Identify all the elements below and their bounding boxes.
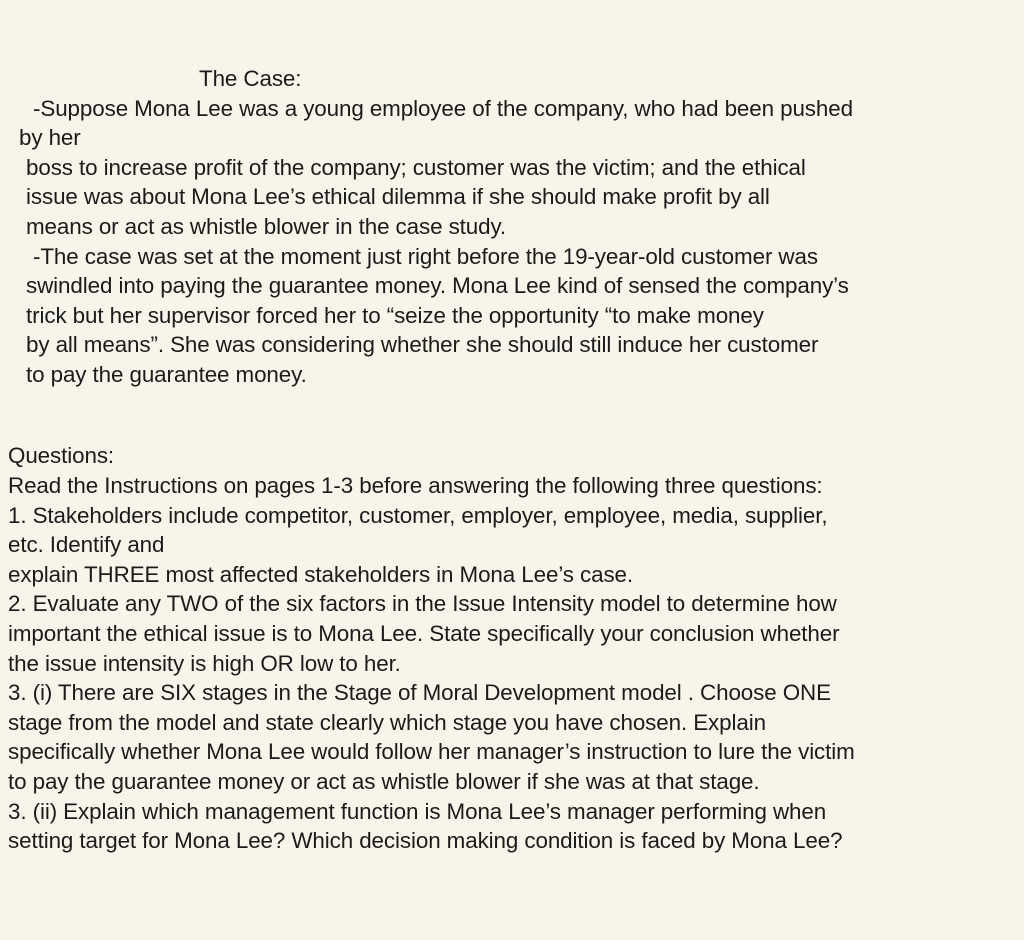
case-paragraph-line: to pay the guarantee money. [26,362,307,387]
question-line: the issue intensity is high OR low to her. [8,651,401,676]
case-paragraph-line: -Suppose Mona Lee was a young employee of the company, who had been pushed [33,96,853,121]
question-line: 3. (i) There are SIX stages in the Stage of Moral Development model . Choose ONE [8,680,831,705]
case-paragraph-line: issue was about Mona Lee’s ethical dilemma if she should make profit by all [26,184,770,209]
question-line: specifically whether Mona Lee would follow her manager’s instruction to lure the victim [8,739,855,764]
question-line: important the ethical issue is to Mona Lee. State specifically your conclusion whether [8,621,840,646]
question-line: 3. (ii) Explain which management function is Mona Lee’s manager performing when [8,799,827,824]
case-paragraph-line: by all means”. She was considering whether she should still induce her customer [26,332,819,357]
case-paragraph-line: swindled into paying the guarantee money. Mona Lee kind of sensed the company’s [26,273,849,298]
question-line: stage from the model and state clearly which stage you have chosen. Explain [8,710,766,735]
question-line: to pay the guarantee money or act as whistle blower if she was at that stage. [8,769,760,794]
question-line: explain THREE most affected stakeholders in Mona Lee’s case. [8,562,634,587]
question-line: Read the Instructions on pages 1-3 before answering the following three questions: [8,473,823,498]
case-paragraph-line: means or act as whistle blower in the case study. [26,214,507,239]
question-line: setting target for Mona Lee? Which decision making condition is faced by Mona Lee? [8,828,843,853]
case-paragraph-line: -The case was set at the moment just right before the 19-year-old customer was [33,244,818,269]
question-line: etc. Identify and [8,532,165,557]
question-line: 1. Stakeholders include competitor, customer, employer, employee, media, supplier, [8,503,828,528]
case-paragraph-line: by her [19,125,81,150]
case-paragraph-line: boss to increase profit of the company; customer was the victim; and the ethical [26,155,806,180]
case-paragraph-line: trick but her supervisor forced her to “seize the opportunity “to make money [26,303,764,328]
case-title: The Case: [199,66,302,91]
question-line: 2. Evaluate any TWO of the six factors in the Issue Intensity model to determine how [8,591,837,616]
questions-title: Questions: [8,443,115,468]
